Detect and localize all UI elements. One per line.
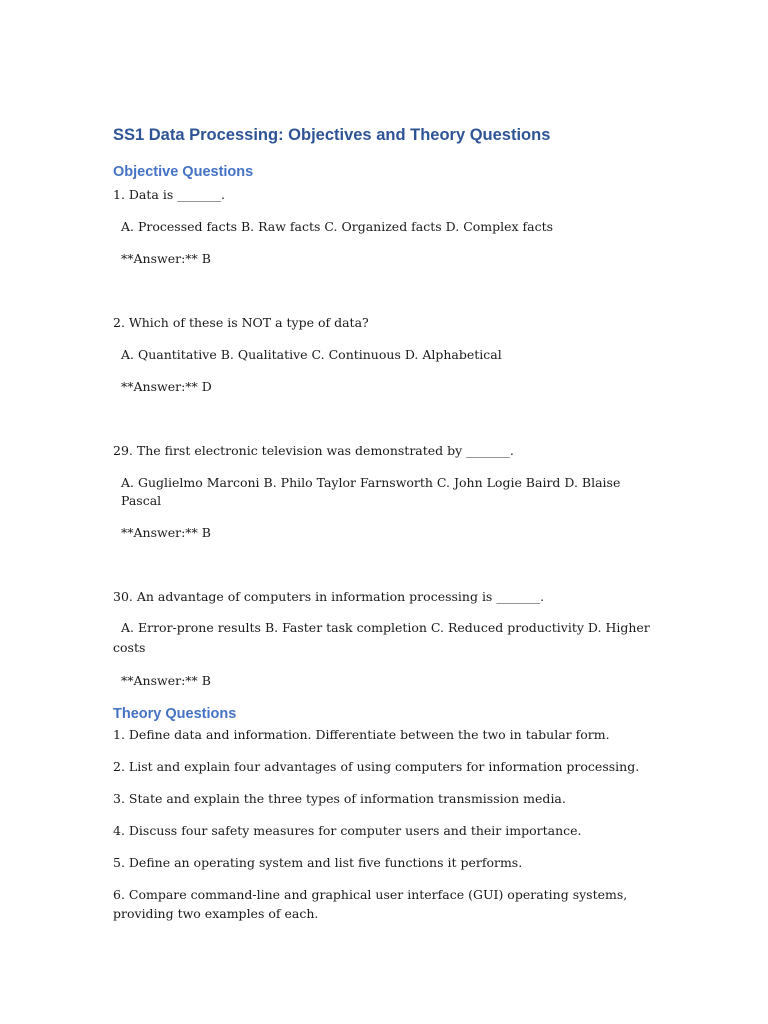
theory-question: 1. Define data and information. Differentiate between the two in tabular form. (113, 727, 610, 742)
objective-question (113, 588, 653, 690)
theory-question: 3. State and explain the three types of information transmission media. (113, 791, 566, 806)
document-page (113, 124, 653, 923)
document-title: SS1 Data Processing: Objectives and Theory Questions (113, 126, 551, 144)
question-answer: **Answer:** B (121, 673, 211, 688)
theory-question: 2. List and explain four advantages of using computers for information processing. (113, 759, 640, 774)
theory-questions-heading: Theory Questions (113, 706, 237, 722)
objective-question (113, 314, 653, 396)
theory-question: 6. Compare command-line and graphical user interface (GUI) operating systems, providing two examples of each. (113, 887, 628, 921)
question-text: 2. Which of these is NOT a type of data? (113, 315, 369, 330)
objective-question (113, 186, 653, 268)
question-answer: **Answer:** D (121, 379, 212, 394)
objective-question (113, 442, 653, 542)
question-options: A. Processed facts B. Raw facts C. Organized facts D. Complex facts (121, 219, 554, 234)
question-text: 30. An advantage of computers in information processing is _______. (113, 589, 545, 604)
question-options: A. Error-prone results B. Faster task completion C. Reduced productivity D. Higher costs (113, 620, 650, 655)
question-text: 29. The first electronic television was demonstrated by _______. (113, 443, 514, 458)
question-options: A. Guglielmo Marconi B. Philo Taylor Farnsworth C. John Logie Baird D. Blaise Pascal (121, 475, 621, 508)
question-answer: **Answer:** B (121, 525, 211, 540)
theory-question: 5. Define an operating system and list five functions it performs. (113, 855, 523, 870)
question-answer: **Answer:** B (121, 251, 211, 266)
question-text: 1. Data is _______. (113, 187, 225, 202)
theory-question: 4. Discuss four safety measures for computer users and their importance. (113, 823, 582, 838)
objective-questions-heading: Objective Questions (113, 164, 254, 180)
question-options: A. Quantitative B. Qualitative C. Continuous D. Alphabetical (121, 347, 502, 362)
